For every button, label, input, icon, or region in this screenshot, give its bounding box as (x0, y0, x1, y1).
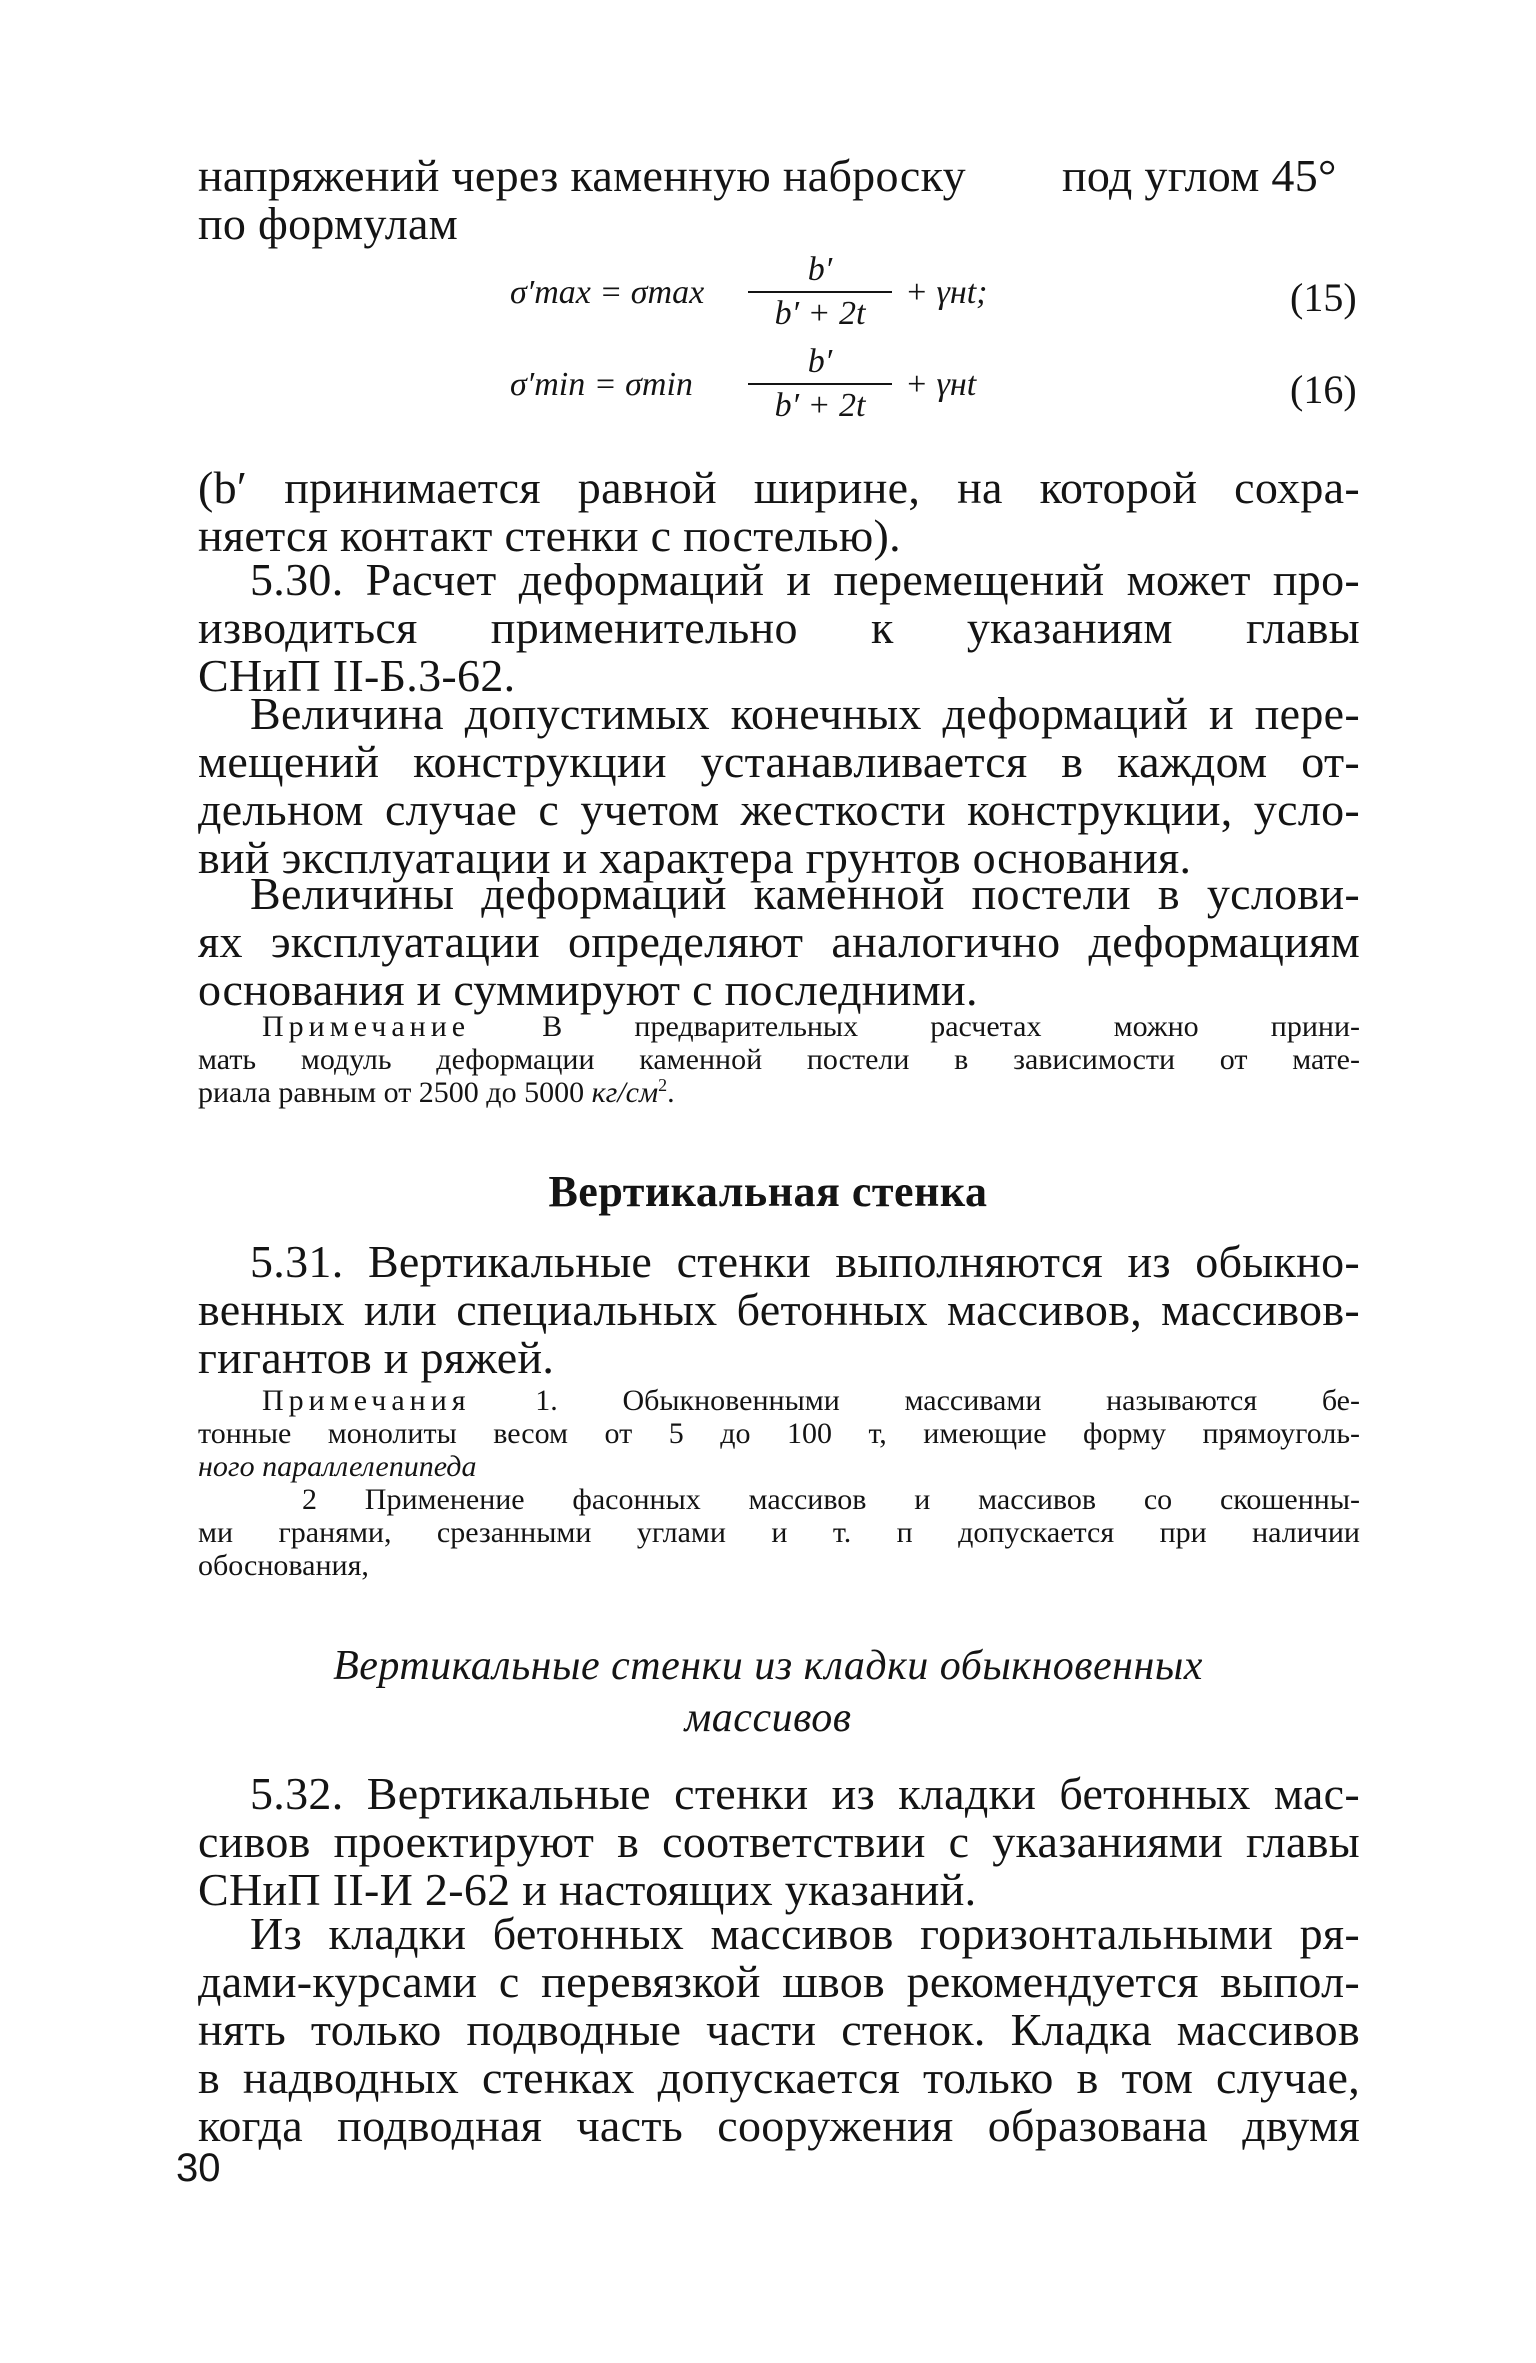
note-b-paragraph (198, 464, 1360, 560)
formula-16 (0, 344, 1536, 434)
p532-line2: сивов проектируют в соответствии с указаниями главы (198, 1816, 1360, 1867)
p530c-line3: основания и суммируют с последними. (198, 964, 978, 1015)
fraction-bar (748, 383, 892, 385)
unit-superscript: 2 (658, 1075, 668, 1095)
p532-line3: СНиП II-И 2-62 и настоящих указаний. (198, 1864, 977, 1915)
paragraph-5-30 (198, 556, 1360, 700)
formula-16-number: (16) (1290, 367, 1357, 412)
notes-531-line5: ми гранями, срезанными углами и т. п допускается при наличии (198, 1516, 1360, 1549)
p532b-line2: дами-курсами с перевязкой швов рекомендуется выпол- (198, 1956, 1360, 2007)
formula-15-number: (15) (1290, 275, 1357, 320)
p531-line3: гигантов и ряжей. (198, 1332, 555, 1383)
intro-paragraph (198, 152, 1360, 248)
formula-15-lhs: σ′max = σmax (510, 274, 705, 311)
note-b-line2: няется контакт стенки с постелью). (198, 510, 901, 561)
p532b-line4: в надводных стенках допускается только в том случае, (198, 2052, 1360, 2103)
intro-line2: по формулам (198, 198, 459, 249)
p530b-line2: мещений конструкции устанавливается в каждом от- (198, 736, 1360, 787)
p531-line2: венных или специальных бетонных массивов, массивов- (198, 1284, 1360, 1335)
notes-531-line4: 2 Применение фасонных массивов и массивов со скошенны- (302, 1483, 1360, 1516)
notes-531-line3: ного параллелепипеда (198, 1450, 477, 1483)
intro-line1-left: напряжений через каменную наброску (198, 150, 966, 201)
paragraph-5-32 (198, 1770, 1360, 1914)
section-heading: Вертикальная стенка (548, 1167, 988, 1216)
formula-15 (0, 252, 1536, 342)
formula-16-denominator: b′ + 2t (774, 387, 866, 424)
notes-5-31 (198, 1384, 1360, 1582)
formula-16-lhs: σ′min = σmin (510, 366, 693, 403)
notes-531-line6: обоснования, (198, 1549, 369, 1582)
p530-line3: СНиП II-Б.3-62. (198, 650, 516, 701)
note-530-line3-end: . (667, 1076, 675, 1109)
note-5-30 (198, 1010, 1360, 1109)
paragraph-5-30-b (198, 690, 1360, 882)
paragraph-5-31 (198, 1238, 1360, 1382)
note-label: Примечание (262, 1010, 471, 1043)
formula-16-numerator: b′ (807, 343, 833, 380)
note-530-line2: мать модуль деформации каменной постели в зависимости от мате- (198, 1043, 1360, 1076)
p532b-line5: когда подводная часть сооружения образована двумя (198, 2100, 1360, 2151)
formula-15-rhs: + γнt; (905, 274, 988, 311)
intro-line1-right: под углом 45° (1062, 150, 1337, 201)
fraction-bar (748, 291, 892, 293)
p530c-line2: ях эксплуатации определяют аналогично деформациям (198, 916, 1360, 967)
p532b-line1: Из кладки бетонных массивов горизонтальными ря- (250, 1908, 1360, 1959)
p530-line1: 5.30. Расчет деформаций и перемещений может про- (250, 554, 1360, 605)
p531-line1: 5.31. Вертикальные стенки выполняются из обыкно- (250, 1236, 1360, 1287)
p530c-line1: Величины деформаций каменной постели в услови- (250, 868, 1360, 919)
note-530-line3: риала равным от 2500 до 5000 (198, 1076, 585, 1109)
subheading-line1: Вертикальные стенки из кладки обыкновенных (333, 1643, 1203, 1689)
note-b-line1: (b′ принимается равной ширине, на которой сохра- (198, 462, 1360, 513)
p530b-line1: Величина допустимых конечных деформаций и пере- (250, 688, 1360, 739)
unit-text: кг/см (591, 1076, 659, 1109)
note-530-line1: В предварительных расчетах можно прини- (542, 1010, 1360, 1043)
notes-531-line2: тонные монолиты весом от 5 до 100 т, имеющие форму прямоуголь- (198, 1417, 1360, 1450)
notes-531-line1: 1. Обыкновенными массивами называются бе- (535, 1384, 1360, 1417)
formula-16-rhs: + γнt (905, 366, 977, 403)
p530-line2: изводиться применительно к указаниям главы (198, 602, 1360, 653)
subsection-heading (0, 1640, 1536, 1744)
p532b-line3: нять только подводные части стенок. Кладка массивов (198, 2004, 1360, 2055)
notes-label: Примечания (262, 1384, 471, 1417)
formula-15-numerator: b′ (807, 251, 833, 288)
paragraph-5-30-c (198, 870, 1360, 1014)
formula-15-fraction (740, 252, 900, 332)
p530b-line4: вий эксплуатации и характера грунтов основания. (198, 832, 1192, 883)
formula-15-denominator: b′ + 2t (774, 295, 866, 332)
p530b-line3: дельном случае с учетом жесткости конструкции, усло- (198, 784, 1360, 835)
page-number: 30 (176, 2146, 221, 2190)
paragraph-5-32-b (198, 1910, 1360, 2150)
formula-16-fraction (740, 344, 900, 424)
subheading-line2: массивов (684, 1695, 852, 1741)
p532-line1: 5.32. Вертикальные стенки из кладки бетонных мас- (250, 1768, 1360, 1819)
